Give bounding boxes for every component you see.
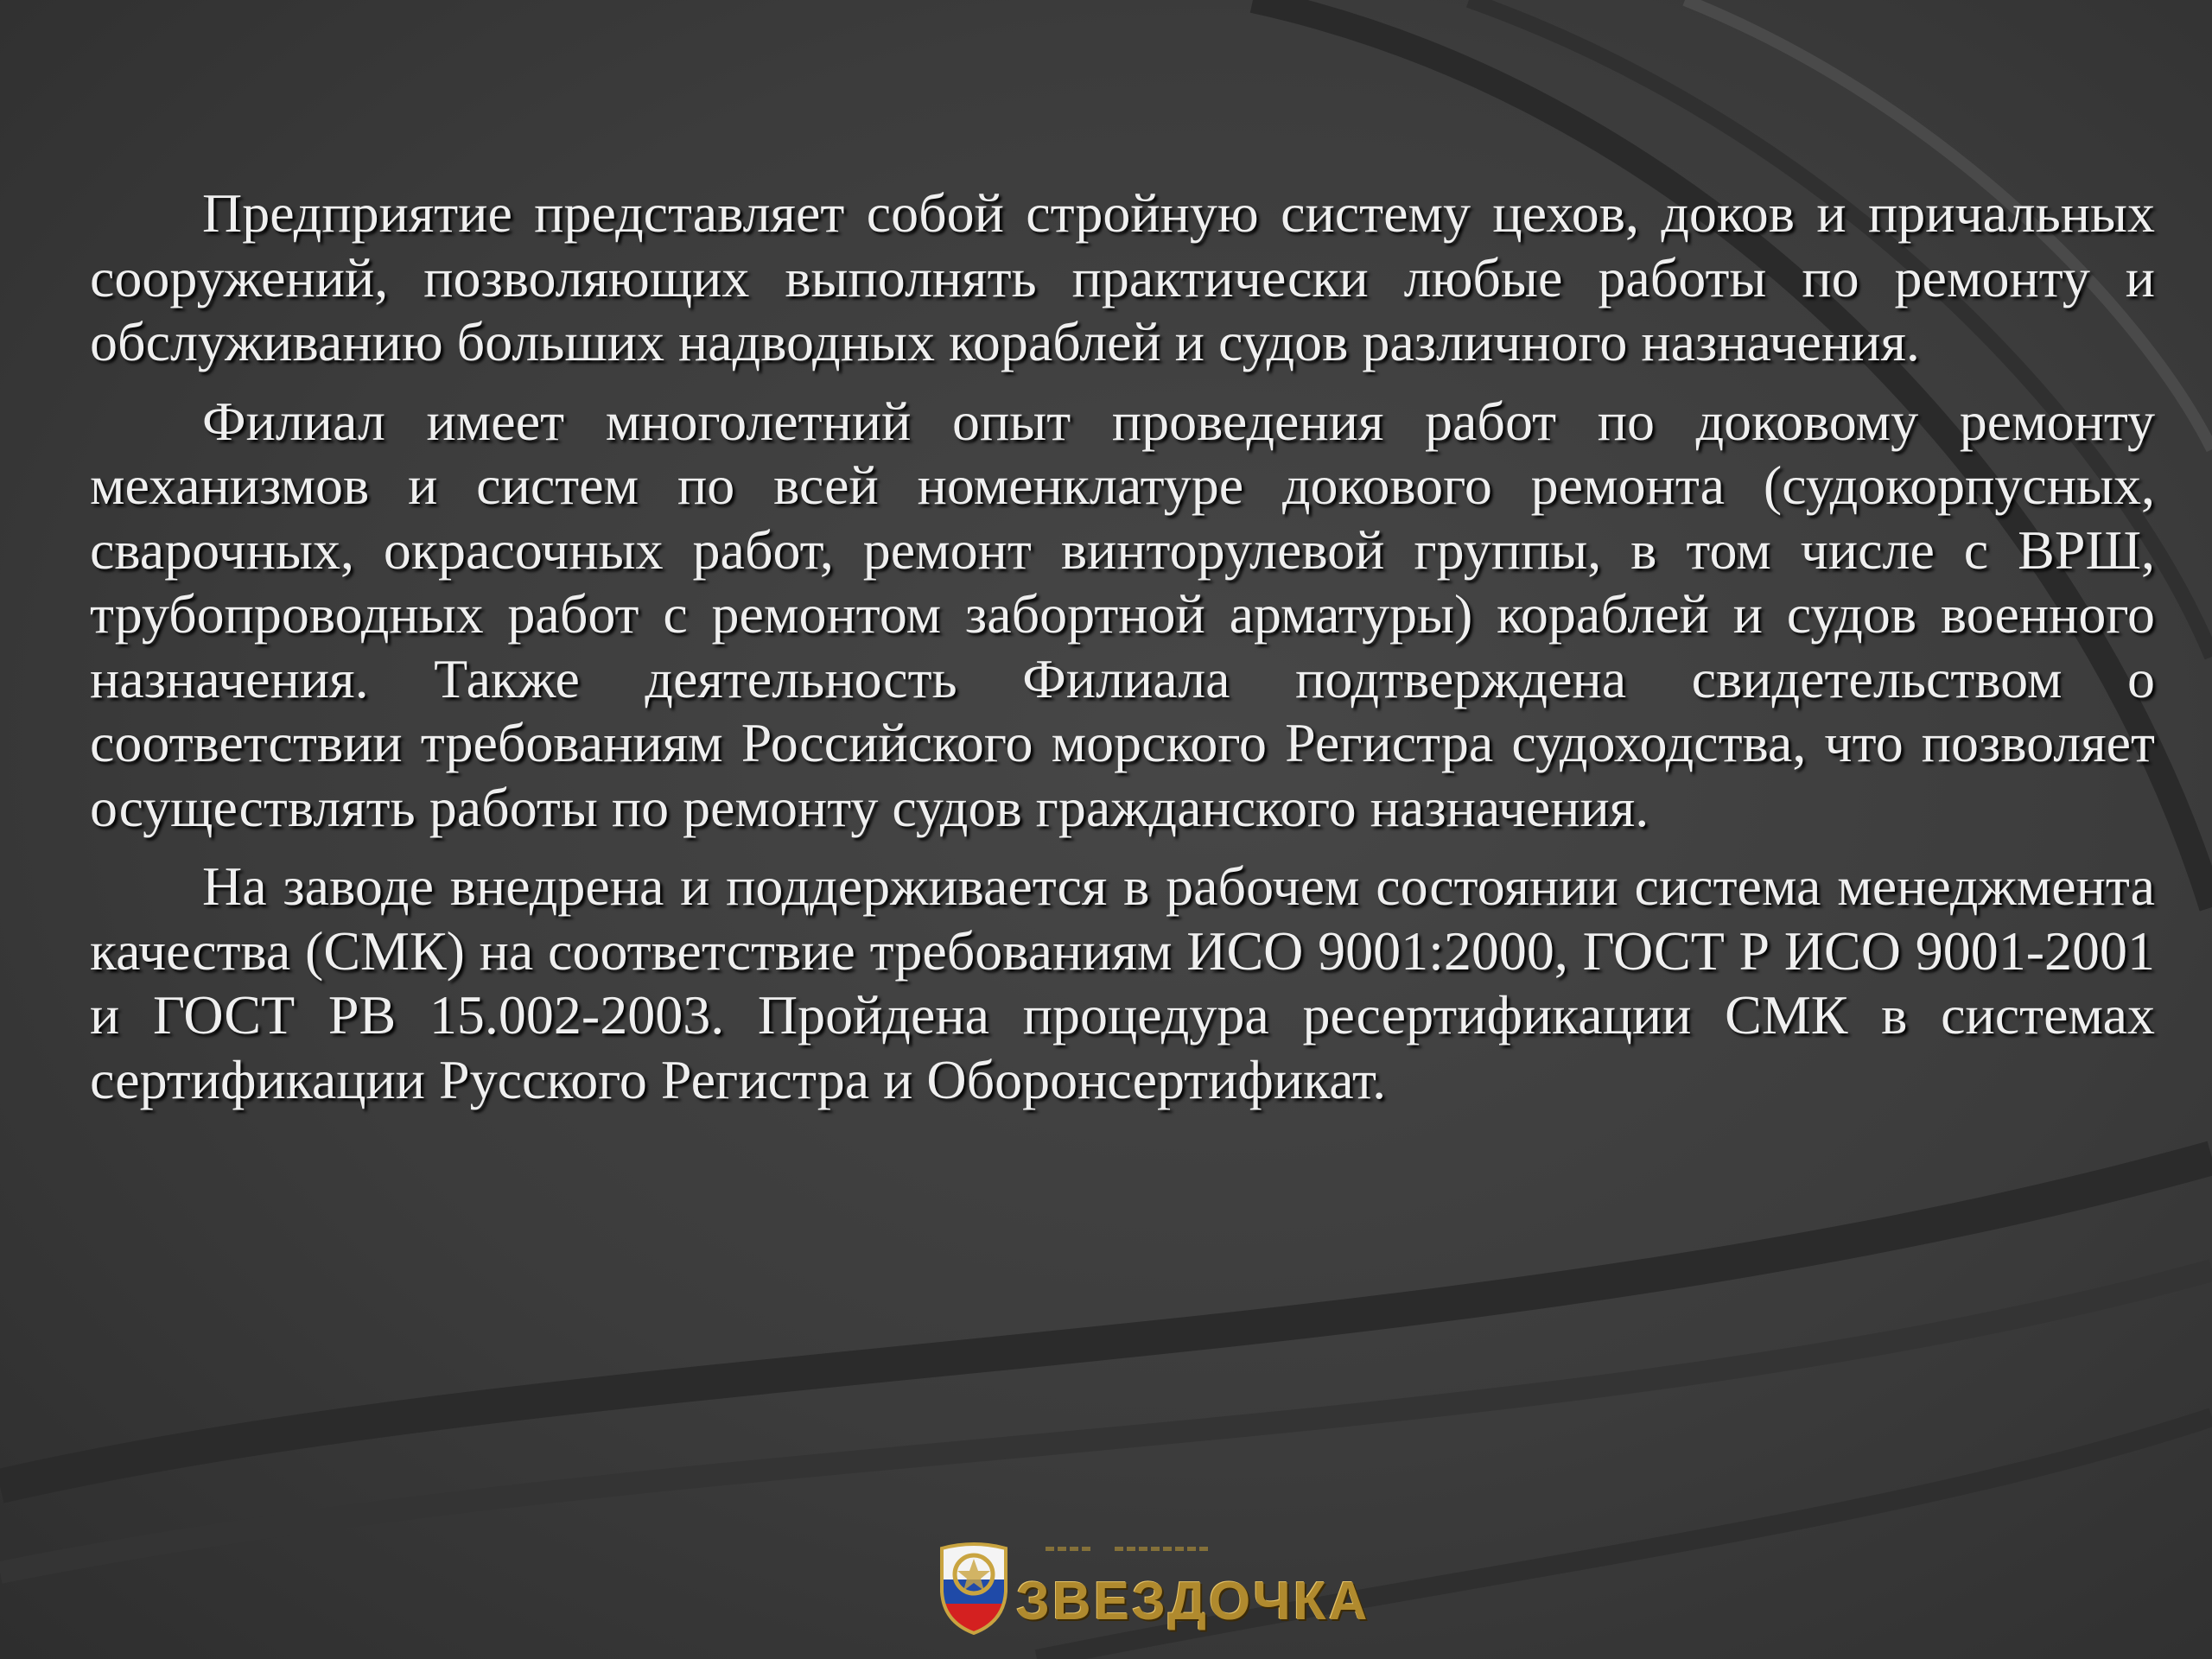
logo-caption <box>1046 1543 1270 1556</box>
paragraph-3: На заводе внедрена и поддерживается в рабочем состоянии система менеджмента качества (СМК) на соответствие требованиям ИСО 9001:2000, ГОСТ Р ИСО 9001-2001 и ГОСТ РВ 15.002-2003. Пройдена процедура ресертификации СМК в системах сертификации Русского Регистра и Оборонсертификат. <box>90 855 2155 1110</box>
paragraph-1: Предприятие представляет собой стройную систему цехов, доков и причальных сооружений, позволяющих выполнять практически любые работы по ремонту и обслуживанию больших надводных кораблей и судов различного назначения. <box>90 182 2155 372</box>
logo-caption-decoration <box>1046 1543 1270 1554</box>
flag-shield-emblem-icon <box>935 1540 1013 1635</box>
company-logo <box>935 1540 1370 1643</box>
paragraph-2: Филиал имеет многолетний опыт проведения работ по доковому ремонту механизмов и систем по всей номенклатуре докового ремонта (судокорпусных, сварочных, окрасочных работ, ремонт винторулевой группы, в том числе с ВРШ, трубопроводных работ с ремонтом забортной арматуры) кораблей и судов военного назначения. Также деятельность Филиала подтверждена свидетельством о соответствии требованиям Российского морского Регистра судоходства, что позволяет осуществлять работы по ремонту судов гражданского назначения. <box>90 390 2155 838</box>
logo-name: ЗВЕЗДОЧКА <box>1016 1572 1370 1631</box>
body-text <box>90 181 2155 1127</box>
